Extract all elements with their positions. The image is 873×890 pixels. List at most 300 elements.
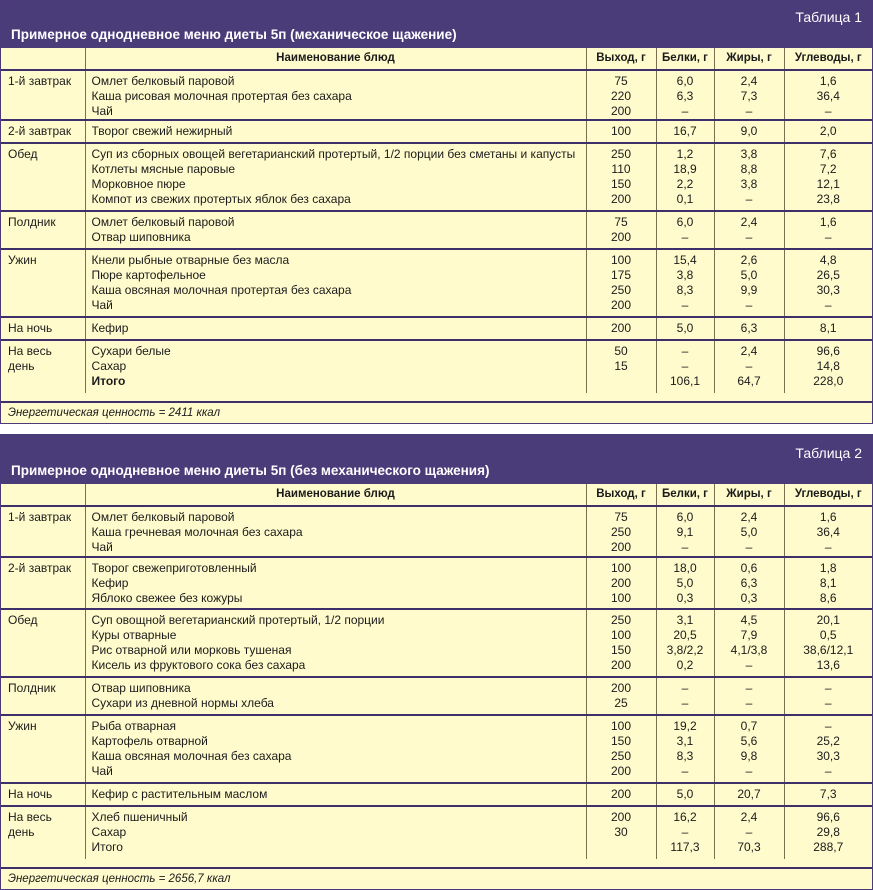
dish-name: Чай — [91, 298, 113, 312]
protein-value: – — [681, 764, 689, 778]
column-header: Белки, г — [656, 484, 714, 506]
carb-cell — [784, 249, 872, 317]
dishes-cell — [85, 677, 586, 715]
fat-cell — [714, 609, 784, 677]
protein-value: 3,8/2,2 — [666, 643, 704, 657]
dish-name: Пюре картофельное — [91, 268, 206, 282]
fat-value: 2,4 — [740, 215, 758, 229]
carb-value: 2,0 — [819, 124, 837, 138]
table-number: Таблица 1 — [795, 9, 862, 25]
protein-value: 9,1 — [676, 525, 694, 539]
out-cell — [586, 317, 656, 340]
carb-cell — [784, 806, 872, 859]
fat-value: 2,4 — [740, 344, 758, 358]
fat-value: 6,3 — [740, 576, 758, 590]
meal-name: Ужин — [8, 719, 37, 733]
out-cell — [586, 609, 656, 677]
out-cell — [586, 506, 656, 557]
yield-value — [587, 840, 656, 855]
energy-value: Энергетическая ценность = 2656,7 ккал — [1, 867, 872, 889]
carb-value: 30,3 — [816, 283, 840, 297]
dish-name: Куры отварные — [91, 628, 177, 642]
yield-value: 200 — [610, 576, 632, 590]
yield-value: 250 — [610, 283, 632, 297]
prot-cell — [656, 340, 714, 393]
protein-value: 18,9 — [673, 162, 697, 176]
dish-name: Омлет белковый паровой — [91, 510, 235, 524]
protein-value: – — [681, 104, 689, 118]
meal-name: На ночь — [8, 787, 53, 801]
out-cell — [586, 677, 656, 715]
fat-cell — [714, 783, 784, 806]
meal-cell — [1, 557, 85, 609]
meal-cell — [1, 143, 85, 211]
protein-value: 15,4 — [673, 253, 697, 267]
fat-value: 5,0 — [740, 525, 758, 539]
fat-value: 0,3 — [740, 591, 758, 605]
fat-value: 5,0 — [740, 268, 758, 282]
carb-cell — [784, 557, 872, 609]
fat-value: 8,8 — [740, 162, 758, 176]
yield-value: 200 — [610, 681, 632, 695]
meal-cell — [1, 783, 85, 806]
yield-value: 100 — [610, 591, 632, 605]
meal-cell — [1, 249, 85, 317]
fat-cell — [714, 557, 784, 609]
dish-name: Суп овощной вегетарианский протертый, 1/2 порции — [91, 613, 385, 627]
table-title: Примерное однодневное меню диеты 5п (без механического щажения) — [11, 463, 490, 478]
prot-cell — [656, 120, 714, 143]
out-cell — [586, 120, 656, 143]
prot-cell — [656, 70, 714, 120]
protein-value: 3,8 — [676, 268, 694, 282]
meal-cell — [1, 120, 85, 143]
protein-value: 8,3 — [676, 749, 694, 763]
carb-value: – — [824, 104, 832, 118]
protein-value: 18,0 — [673, 561, 697, 575]
fat-value: – — [745, 696, 753, 710]
yield-value: 150 — [610, 643, 632, 657]
protein-value: 8,3 — [676, 283, 694, 297]
yield-value: 250 — [610, 147, 632, 161]
prot-cell — [656, 506, 714, 557]
yield-value: 30 — [614, 825, 628, 839]
carb-value: – — [824, 764, 832, 778]
carb-value: 12,1 — [816, 177, 840, 191]
fat-value: 7,3 — [740, 89, 758, 103]
dish-name: Сахар — [91, 359, 127, 373]
fat-value: – — [745, 681, 753, 695]
yield-value: 200 — [610, 658, 632, 672]
protein-value: 6,0 — [676, 510, 694, 524]
fat-value: – — [745, 540, 753, 554]
fat-value: 5,6 — [740, 734, 758, 748]
column-header: Углеводы, г — [794, 52, 862, 64]
out-cell — [586, 557, 656, 609]
yield-value: 250 — [610, 613, 632, 627]
protein-value: 5,0 — [676, 787, 694, 801]
meal-name: день — [8, 825, 35, 839]
column-header: Углеводы, г — [794, 488, 862, 500]
out-cell — [586, 249, 656, 317]
column-header-row — [1, 484, 872, 506]
meal-group-row — [1, 120, 872, 143]
carb-value: – — [824, 298, 832, 312]
meal-name: Ужин — [8, 253, 37, 267]
carb-cell — [784, 677, 872, 715]
fat-cell — [714, 506, 784, 557]
column-header: Наименование блюд — [85, 484, 586, 506]
protein-value: 3,1 — [676, 613, 694, 627]
carb-value: 96,6 — [816, 810, 840, 824]
fat-value: – — [745, 192, 753, 206]
yield-value: 100 — [610, 561, 632, 575]
yield-value: 75 — [614, 510, 628, 524]
protein-value: 5,0 — [676, 576, 694, 590]
meal-cell — [1, 340, 85, 393]
dishes-cell — [85, 317, 586, 340]
dish-name: Кефир — [91, 321, 129, 335]
meal-cell — [1, 506, 85, 557]
protein-value: 19,2 — [673, 719, 697, 733]
carb-value: 1,6 — [819, 74, 837, 88]
fat-value: 64,7 — [737, 374, 761, 388]
meal-group-row — [1, 143, 872, 211]
yield-value: 200 — [610, 321, 632, 335]
fat-cell — [714, 715, 784, 783]
carb-value: 8,1 — [819, 576, 837, 590]
table-1 — [0, 0, 873, 424]
meal-group-row — [1, 806, 872, 859]
menu-table — [1, 48, 872, 393]
dish-name: Морковное пюре — [91, 177, 186, 191]
dish-name: Яблоко свежее без кожуры — [91, 591, 243, 605]
column-header: Выход, г — [586, 484, 656, 506]
fat-value: 70,3 — [737, 840, 761, 854]
yield-value: 200 — [610, 298, 632, 312]
carb-value: – — [824, 696, 832, 710]
protein-value: – — [681, 230, 689, 244]
dishes-cell — [85, 340, 586, 393]
dish-name: Омлет белковый паровой — [91, 215, 235, 229]
protein-value: 1,2 — [676, 147, 694, 161]
fat-value: 2,4 — [740, 810, 758, 824]
fat-value: 9,9 — [740, 283, 758, 297]
carb-value: 8,1 — [819, 321, 837, 335]
carb-value: – — [824, 230, 832, 244]
meal-group-row — [1, 317, 872, 340]
yield-value: 100 — [610, 628, 632, 642]
yield-value: 100 — [610, 124, 632, 138]
meal-name: 1-й завтрак — [8, 74, 72, 88]
prot-cell — [656, 783, 714, 806]
yield-value: 200 — [610, 787, 632, 801]
protein-value: 16,2 — [673, 810, 697, 824]
meal-name: На весь — [8, 344, 52, 358]
dish-name: Отвар шиповника — [91, 681, 191, 695]
out-cell — [586, 70, 656, 120]
dish-name: Каша овсяная молочная без сахара — [91, 749, 292, 763]
column-header: Жиры, г — [714, 48, 784, 70]
table-2-header — [1, 435, 872, 484]
protein-value: – — [681, 825, 689, 839]
carb-cell — [784, 70, 872, 120]
fat-value: – — [745, 359, 753, 373]
yield-value: 110 — [611, 162, 631, 176]
yield-value: 15 — [614, 359, 628, 373]
meal-group-row — [1, 70, 872, 120]
carb-value: 13,6 — [816, 658, 840, 672]
fat-cell — [714, 340, 784, 393]
meal-group-row — [1, 557, 872, 609]
dish-name: Кефир — [91, 576, 129, 590]
yield-value: 200 — [610, 810, 632, 824]
fat-value: 0,7 — [740, 719, 758, 733]
protein-value: – — [681, 298, 689, 312]
meal-name: На ночь — [8, 321, 53, 335]
yield-value: 150 — [610, 734, 632, 748]
fat-cell — [714, 677, 784, 715]
meal-group-row — [1, 783, 872, 806]
dish-name: Сухари белые — [91, 344, 171, 358]
meal-group-row — [1, 677, 872, 715]
column-header: Наименование блюд — [85, 48, 586, 70]
out-cell — [586, 143, 656, 211]
column-header — [1, 484, 85, 506]
fat-value: – — [745, 230, 753, 244]
meal-name: Полдник — [8, 215, 56, 229]
fat-value: 2,4 — [740, 510, 758, 524]
dish-name: Кисель из фруктового сока без сахара — [91, 658, 306, 672]
meal-group-row — [1, 506, 872, 557]
protein-value: 16,7 — [673, 124, 697, 138]
out-cell — [586, 340, 656, 393]
fat-cell — [714, 211, 784, 249]
protein-value: 0,3 — [676, 591, 694, 605]
dish-name: Сухари из дневной нормы хлеба — [91, 696, 274, 710]
out-cell — [586, 783, 656, 806]
carb-value: 23,8 — [816, 192, 840, 206]
protein-value: 6,3 — [676, 89, 694, 103]
dish-name: Суп из сборных овощей вегетарианский протертый, 1/2 порции без сметаны и капусты — [91, 147, 576, 161]
dish-name: Каша рисовая молочная протертая без сахара — [91, 89, 352, 103]
protein-value: – — [681, 359, 689, 373]
meal-group-row — [1, 211, 872, 249]
carb-value: 38,6/12,1 — [803, 643, 854, 657]
yield-value: 200 — [610, 230, 632, 244]
protein-value: 0,2 — [676, 658, 694, 672]
dishes-cell — [85, 211, 586, 249]
prot-cell — [656, 677, 714, 715]
prot-cell — [656, 211, 714, 249]
dishes-cell — [85, 249, 586, 317]
meal-cell — [1, 609, 85, 677]
table-2 — [0, 434, 873, 890]
protein-value: 20,5 — [673, 628, 697, 642]
protein-value: 3,1 — [676, 734, 694, 748]
yield-value: 220 — [610, 89, 632, 103]
meal-cell — [1, 715, 85, 783]
dish-name: Творог свежий нежирный — [91, 124, 233, 138]
dish-name: Сахар — [91, 825, 127, 839]
yield-value: 200 — [610, 104, 632, 118]
dish-name: Хлеб пшеничный — [91, 810, 188, 824]
dishes-cell — [85, 806, 586, 859]
carb-value: 25,2 — [816, 734, 840, 748]
yield-value: 200 — [610, 764, 632, 778]
prot-cell — [656, 143, 714, 211]
meal-cell — [1, 677, 85, 715]
carb-value: 4,8 — [819, 253, 837, 267]
dish-name: Кефир с растительным маслом — [91, 787, 268, 801]
carb-value: 0,5 — [819, 628, 837, 642]
prot-cell — [656, 609, 714, 677]
dish-name: Каша овсяная молочная протертая без сахара — [91, 283, 352, 297]
protein-value: – — [681, 540, 689, 554]
carb-cell — [784, 715, 872, 783]
fat-cell — [714, 120, 784, 143]
prot-cell — [656, 317, 714, 340]
protein-value: 2,2 — [676, 177, 694, 191]
fat-value: 2,4 — [740, 74, 758, 88]
carb-cell — [784, 143, 872, 211]
fat-value: 2,6 — [740, 253, 758, 267]
column-header-row — [1, 48, 872, 70]
meal-name: Полдник — [8, 681, 56, 695]
yield-value: 200 — [610, 540, 632, 554]
dishes-cell — [85, 120, 586, 143]
protein-value: – — [681, 681, 689, 695]
fat-value: – — [745, 764, 753, 778]
dishes-cell — [85, 506, 586, 557]
fat-cell — [714, 143, 784, 211]
dish-name: Котлеты мясные паровые — [91, 162, 236, 176]
fat-cell — [714, 70, 784, 120]
carb-value: 20,1 — [816, 613, 840, 627]
fat-value: 3,8 — [740, 177, 758, 191]
yield-value: 175 — [610, 268, 632, 282]
carb-value: 1,6 — [819, 510, 837, 524]
column-header: Белки, г — [656, 48, 714, 70]
meal-name: 2-й завтрак — [8, 124, 72, 138]
carb-value: 7,2 — [819, 162, 837, 176]
prot-cell — [656, 557, 714, 609]
fat-value: – — [745, 825, 753, 839]
meal-group-row — [1, 609, 872, 677]
fat-value: 9,0 — [740, 124, 758, 138]
dishes-cell — [85, 783, 586, 806]
carb-value: 29,8 — [816, 825, 840, 839]
dish-name: Итого — [91, 840, 123, 854]
column-header: Жиры, г — [714, 484, 784, 506]
carb-value: – — [824, 719, 832, 733]
carb-value: 8,6 — [819, 591, 837, 605]
yield-value: 100 — [610, 719, 632, 733]
dish-name: Каша гречневая молочная без сахара — [91, 525, 303, 539]
prot-cell — [656, 715, 714, 783]
meal-cell — [1, 70, 85, 120]
carb-value: 7,6 — [819, 147, 837, 161]
carb-value: 288,7 — [813, 840, 844, 854]
fat-value: 9,8 — [740, 749, 758, 763]
protein-value: 6,0 — [676, 215, 694, 229]
column-header — [1, 48, 85, 70]
table-number: Таблица 2 — [795, 445, 862, 461]
carb-value: 36,4 — [816, 89, 840, 103]
protein-value: 106,1 — [669, 374, 701, 388]
carb-cell — [784, 340, 872, 393]
fat-cell — [714, 806, 784, 859]
fat-value: – — [745, 658, 753, 672]
meal-group-row — [1, 249, 872, 317]
carb-cell — [784, 317, 872, 340]
out-cell — [586, 211, 656, 249]
carb-value: 96,6 — [816, 344, 840, 358]
meal-cell — [1, 317, 85, 340]
meal-name: 2-й завтрак — [8, 561, 72, 575]
fat-value: 3,8 — [740, 147, 758, 161]
yield-value: 75 — [614, 74, 628, 88]
fat-value: 4,5 — [740, 613, 758, 627]
protein-value: 0,1 — [676, 192, 694, 206]
fat-value: 6,3 — [740, 321, 758, 335]
dish-name: Чай — [91, 104, 113, 118]
yield-value: 75 — [614, 215, 628, 229]
dish-name: Картофель отварной — [91, 734, 208, 748]
carb-value: 36,4 — [816, 525, 840, 539]
carb-value: 30,3 — [816, 749, 840, 763]
dishes-cell — [85, 609, 586, 677]
carb-cell — [784, 506, 872, 557]
dishes-cell — [85, 70, 586, 120]
table-1-header — [1, 1, 872, 48]
table-title: Примерное однодневное меню диеты 5п (механическое щажение) — [11, 27, 457, 42]
dish-name: Чай — [91, 764, 113, 778]
dish-name: Отвар шиповника — [91, 230, 191, 244]
dish-name: Кнели рыбные отварные без масла — [91, 253, 290, 267]
out-cell — [586, 806, 656, 859]
carb-value: 14,8 — [816, 359, 840, 373]
protein-value: 6,0 — [676, 74, 694, 88]
meal-name: На весь — [8, 810, 52, 824]
carb-value: 26,5 — [816, 268, 840, 282]
meal-name: 1-й завтрак — [8, 510, 72, 524]
meal-group-row — [1, 715, 872, 783]
yield-value: 150 — [610, 177, 632, 191]
fat-value: 4,1/3,8 — [730, 643, 768, 657]
carb-value: – — [824, 681, 832, 695]
meal-cell — [1, 211, 85, 249]
fat-value: – — [745, 298, 753, 312]
yield-value: 250 — [610, 749, 632, 763]
dish-name: Чай — [91, 540, 113, 554]
out-cell — [586, 715, 656, 783]
fat-value: 7,9 — [740, 628, 758, 642]
carb-value: 1,8 — [819, 561, 837, 575]
protein-value: 117,3 — [670, 840, 700, 854]
meal-cell — [1, 806, 85, 859]
carb-cell — [784, 609, 872, 677]
carb-value: 1,6 — [819, 215, 837, 229]
dishes-cell — [85, 557, 586, 609]
prot-cell — [656, 249, 714, 317]
fat-cell — [714, 317, 784, 340]
fat-value: – — [745, 104, 753, 118]
meal-name: Обед — [8, 147, 38, 161]
column-header: Выход, г — [586, 48, 656, 70]
yield-value: 250 — [610, 525, 632, 539]
dish-name: Омлет белковый паровой — [91, 74, 235, 88]
